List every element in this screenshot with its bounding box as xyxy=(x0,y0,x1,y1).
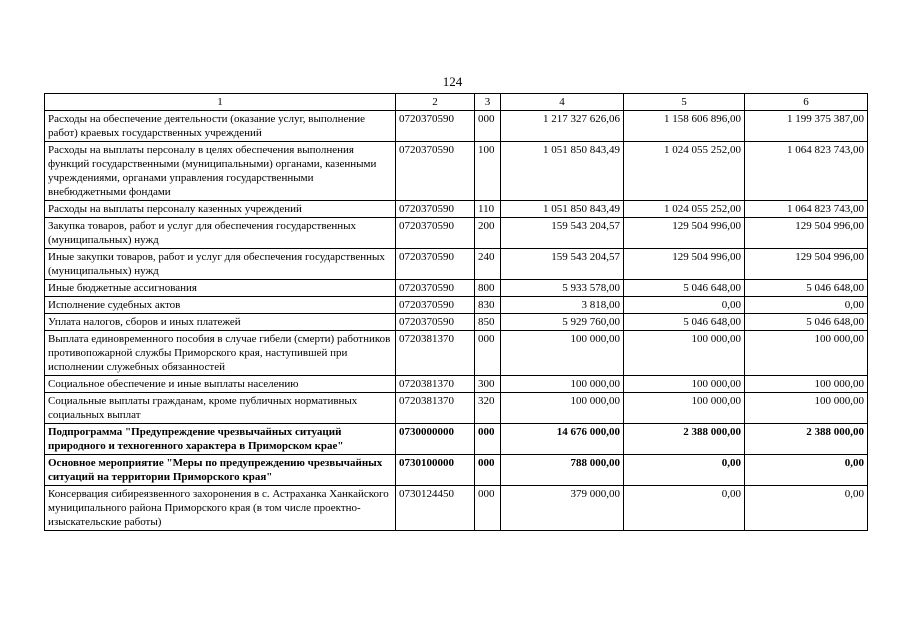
row-name-cell: Расходы на выплаты персоналу казенных учреждений xyxy=(45,201,396,218)
amount-cell-col5: 0,00 xyxy=(624,455,745,486)
row-name-cell: Выплата единовременного пособия в случае гибели (смерти) работников противопожарной службы Приморского края, наступившей при исполнении служебных обязанностей xyxy=(45,331,396,376)
target-code-cell: 0720370590 xyxy=(396,249,475,280)
target-code-cell: 0720370590 xyxy=(396,111,475,142)
table-body xyxy=(45,111,868,531)
row-name-cell: Социальные выплаты гражданам, кроме публичных нормативных социальных выплат xyxy=(45,393,396,424)
amount-cell-col4: 5 933 578,00 xyxy=(501,280,624,297)
amount-cell-col4: 159 543 204,57 xyxy=(501,249,624,280)
amount-cell-col6: 0,00 xyxy=(745,486,868,531)
target-code-cell: 0720370590 xyxy=(396,280,475,297)
amount-cell-col4: 1 051 850 843,49 xyxy=(501,201,624,218)
expense-type-cell: 300 xyxy=(475,376,501,393)
table-header-row xyxy=(45,94,868,111)
amount-cell-col5: 100 000,00 xyxy=(624,376,745,393)
row-name-cell: Закупка товаров, работ и услуг для обеспечения государственных (муниципальных) нужд xyxy=(45,218,396,249)
target-code-cell: 0720381370 xyxy=(396,331,475,376)
target-code-cell: 0720370590 xyxy=(396,218,475,249)
amount-cell-col5: 100 000,00 xyxy=(624,393,745,424)
expense-type-cell: 200 xyxy=(475,218,501,249)
table-row xyxy=(45,201,868,218)
amount-cell-col4: 3 818,00 xyxy=(501,297,624,314)
amount-cell-col6: 129 504 996,00 xyxy=(745,249,868,280)
row-name-cell: Расходы на выплаты персоналу в целях обеспечения выполнения функций государственными (муниципальными) органами, казенными учреждениями, органами управления государственными внебюджетными фондами xyxy=(45,142,396,201)
amount-cell-col4: 159 543 204,57 xyxy=(501,218,624,249)
amount-cell-col6: 100 000,00 xyxy=(745,393,868,424)
table-row xyxy=(45,142,868,201)
amount-cell-col4: 14 676 000,00 xyxy=(501,424,624,455)
table-row xyxy=(45,393,868,424)
row-name-cell: Социальное обеспечение и иные выплаты населению xyxy=(45,376,396,393)
budget-table xyxy=(44,93,868,531)
expense-type-cell: 240 xyxy=(475,249,501,280)
row-name-cell: Расходы на обеспечение деятельности (оказание услуг, выполнение работ) краевых государственных учреждений xyxy=(45,111,396,142)
column-header: 6 xyxy=(745,94,868,111)
target-code-cell: 0730100000 xyxy=(396,455,475,486)
expense-type-cell: 800 xyxy=(475,280,501,297)
expense-type-cell: 000 xyxy=(475,331,501,376)
table-row xyxy=(45,376,868,393)
target-code-cell: 0720370590 xyxy=(396,142,475,201)
amount-cell-col5: 129 504 996,00 xyxy=(624,218,745,249)
target-code-cell: 0720370590 xyxy=(396,297,475,314)
amount-cell-col6: 1 199 375 387,00 xyxy=(745,111,868,142)
amount-cell-col5: 129 504 996,00 xyxy=(624,249,745,280)
expense-type-cell: 100 xyxy=(475,142,501,201)
table-row xyxy=(45,111,868,142)
table-row xyxy=(45,314,868,331)
row-name-cell: Подпрограмма "Предупреждение чрезвычайных ситуаций природного и техногенного характера в Приморском крае" xyxy=(45,424,396,455)
amount-cell-col4: 100 000,00 xyxy=(501,376,624,393)
target-code-cell: 0730000000 xyxy=(396,424,475,455)
row-name-cell: Иные закупки товаров, работ и услуг для обеспечения государственных (муниципальных) нужд xyxy=(45,249,396,280)
amount-cell-col5: 0,00 xyxy=(624,297,745,314)
column-header: 5 xyxy=(624,94,745,111)
table-row xyxy=(45,486,868,531)
expense-type-cell: 000 xyxy=(475,455,501,486)
column-header: 4 xyxy=(501,94,624,111)
expense-type-cell: 000 xyxy=(475,424,501,455)
amount-cell-col4: 1 217 327 626,06 xyxy=(501,111,624,142)
target-code-cell: 0720381370 xyxy=(396,376,475,393)
row-name-cell: Иные бюджетные ассигнования xyxy=(45,280,396,297)
amount-cell-col6: 1 064 823 743,00 xyxy=(745,142,868,201)
column-header: 2 xyxy=(396,94,475,111)
amount-cell-col4: 788 000,00 xyxy=(501,455,624,486)
amount-cell-col6: 100 000,00 xyxy=(745,376,868,393)
expense-type-cell: 000 xyxy=(475,486,501,531)
amount-cell-col6: 129 504 996,00 xyxy=(745,218,868,249)
target-code-cell: 0730124450 xyxy=(396,486,475,531)
amount-cell-col6: 1 064 823 743,00 xyxy=(745,201,868,218)
row-name-cell: Исполнение судебных актов xyxy=(45,297,396,314)
expense-type-cell: 110 xyxy=(475,201,501,218)
amount-cell-col6: 100 000,00 xyxy=(745,331,868,376)
target-code-cell: 0720370590 xyxy=(396,314,475,331)
table-row xyxy=(45,297,868,314)
amount-cell-col6: 2 388 000,00 xyxy=(745,424,868,455)
target-code-cell: 0720381370 xyxy=(396,393,475,424)
table-row xyxy=(45,218,868,249)
amount-cell-col4: 100 000,00 xyxy=(501,393,624,424)
amount-cell-col5: 1 024 055 252,00 xyxy=(624,142,745,201)
amount-cell-col4: 1 051 850 843,49 xyxy=(501,142,624,201)
expense-type-cell: 320 xyxy=(475,393,501,424)
amount-cell-col6: 5 046 648,00 xyxy=(745,280,868,297)
table-row xyxy=(45,331,868,376)
table-row xyxy=(45,455,868,486)
row-name-cell: Основное мероприятие "Меры по предупреждению чрезвычайных ситуаций на территории Приморского края" xyxy=(45,455,396,486)
amount-cell-col5: 1 158 606 896,00 xyxy=(624,111,745,142)
column-header: 3 xyxy=(475,94,501,111)
expense-type-cell: 850 xyxy=(475,314,501,331)
amount-cell-col6: 0,00 xyxy=(745,297,868,314)
amount-cell-col5: 0,00 xyxy=(624,486,745,531)
amount-cell-col5: 2 388 000,00 xyxy=(624,424,745,455)
table-row xyxy=(45,249,868,280)
amount-cell-col6: 5 046 648,00 xyxy=(745,314,868,331)
amount-cell-col5: 5 046 648,00 xyxy=(624,314,745,331)
target-code-cell: 0720370590 xyxy=(396,201,475,218)
row-name-cell: Консервация сибиреязвенного захоронения в с. Астраханка Ханкайского муниципального района Приморского края (в том числе проектно-изыскательские работы) xyxy=(45,486,396,531)
amount-cell-col5: 100 000,00 xyxy=(624,331,745,376)
amount-cell-col4: 5 929 760,00 xyxy=(501,314,624,331)
amount-cell-col5: 1 024 055 252,00 xyxy=(624,201,745,218)
amount-cell-col4: 379 000,00 xyxy=(501,486,624,531)
amount-cell-col6: 0,00 xyxy=(745,455,868,486)
page-number: 124 xyxy=(442,74,463,89)
amount-cell-col4: 100 000,00 xyxy=(501,331,624,376)
column-header: 1 xyxy=(45,94,396,111)
expense-type-cell: 830 xyxy=(475,297,501,314)
row-name-cell: Уплата налогов, сборов и иных платежей xyxy=(45,314,396,331)
amount-cell-col5: 5 046 648,00 xyxy=(624,280,745,297)
table-row xyxy=(45,280,868,297)
table-row xyxy=(45,424,868,455)
expense-type-cell: 000 xyxy=(475,111,501,142)
